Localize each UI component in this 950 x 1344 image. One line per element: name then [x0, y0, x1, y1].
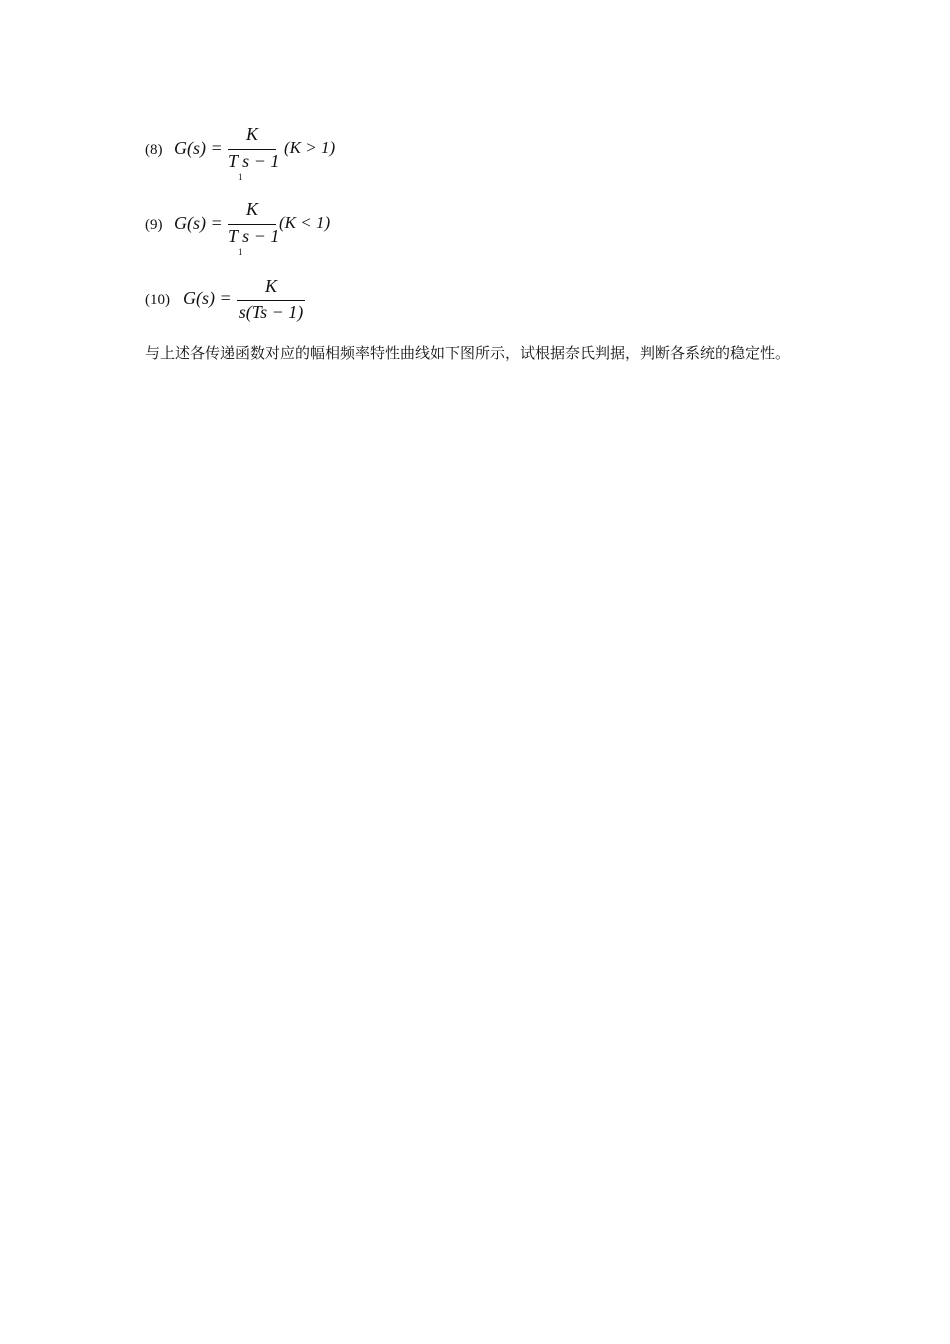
- question-paragraph: 与上述各传递函数对应的幅相频率特性曲线如下图所示，试根据奈氏判据，判断各系统的稳定性。: [145, 344, 791, 362]
- fraction-denominator: T s − 1: [228, 226, 280, 246]
- equation-lhs: G(s) =: [174, 138, 223, 158]
- equation-number: (8): [145, 142, 163, 158]
- equation-9: [0, 195, 950, 265]
- fraction-numerator: K: [245, 124, 258, 144]
- equation-lhs: G(s) =: [174, 213, 223, 233]
- fraction-bar: [228, 149, 276, 150]
- fraction: [237, 272, 305, 326]
- fraction: [228, 195, 280, 257]
- denominator-subscript: 1: [238, 172, 243, 182]
- fraction-numerator: K: [245, 199, 258, 219]
- fraction-bar: [237, 300, 305, 301]
- equation-number: (10): [145, 292, 170, 308]
- equation-number: (9): [145, 217, 163, 233]
- equation-condition: (K > 1): [284, 138, 336, 157]
- fraction-numerator: K: [264, 276, 277, 296]
- equation-condition: (K < 1): [279, 213, 331, 232]
- fraction-denominator: T s − 1: [228, 151, 280, 171]
- fraction-bar: [228, 224, 276, 225]
- equation-10: [0, 272, 950, 342]
- equation-lhs: G(s) =: [183, 288, 232, 308]
- fraction-denominator: s(Ts − 1): [238, 302, 304, 322]
- fraction: [228, 120, 280, 182]
- denominator-subscript: 1: [238, 247, 243, 257]
- equation-8: [0, 120, 950, 190]
